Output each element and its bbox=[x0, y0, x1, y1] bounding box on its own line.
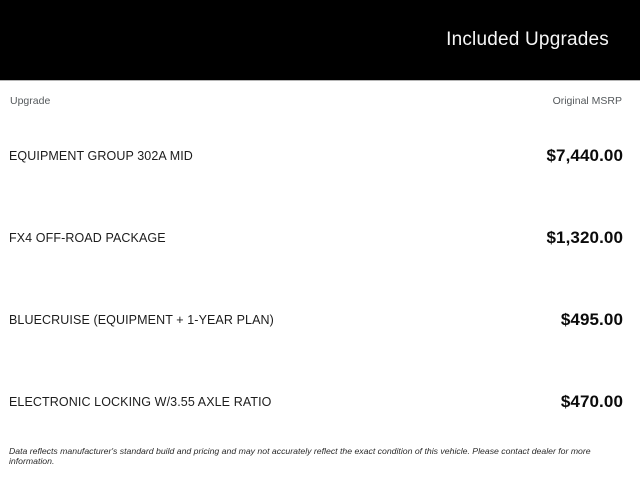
table-row bbox=[0, 197, 640, 279]
included-upgrades-header bbox=[0, 0, 640, 81]
upgrade-price: $7,440.00 bbox=[546, 146, 623, 165]
table-row bbox=[0, 115, 640, 197]
column-header-upgrade: Upgrade bbox=[10, 95, 51, 107]
upgrade-name: ELECTRONIC LOCKING W/3.55 AXLE RATIO bbox=[9, 395, 272, 409]
upgrades-table bbox=[0, 115, 640, 443]
disclaimer-text: Data reflects manufacturer's standard build and pricing and may not accurately reflect the exact condition of this vehicle. Please contact dealer for more information. bbox=[9, 446, 591, 467]
upgrade-name: EQUIPMENT GROUP 302A MID bbox=[9, 149, 193, 163]
table-column-headers bbox=[0, 81, 640, 115]
table-row bbox=[0, 361, 640, 443]
upgrade-name: FX4 OFF-ROAD PACKAGE bbox=[9, 231, 166, 245]
table-row bbox=[0, 279, 640, 361]
upgrade-price: $470.00 bbox=[560, 392, 623, 411]
upgrade-name: BLUECRUISE (EQUIPMENT + 1-YEAR PLAN) bbox=[9, 313, 274, 327]
page-title: Included Upgrades bbox=[446, 29, 609, 50]
column-header-original-msrp: Original MSRP bbox=[552, 95, 622, 107]
upgrade-price: $1,320.00 bbox=[546, 228, 623, 247]
upgrade-price: $495.00 bbox=[560, 310, 623, 329]
